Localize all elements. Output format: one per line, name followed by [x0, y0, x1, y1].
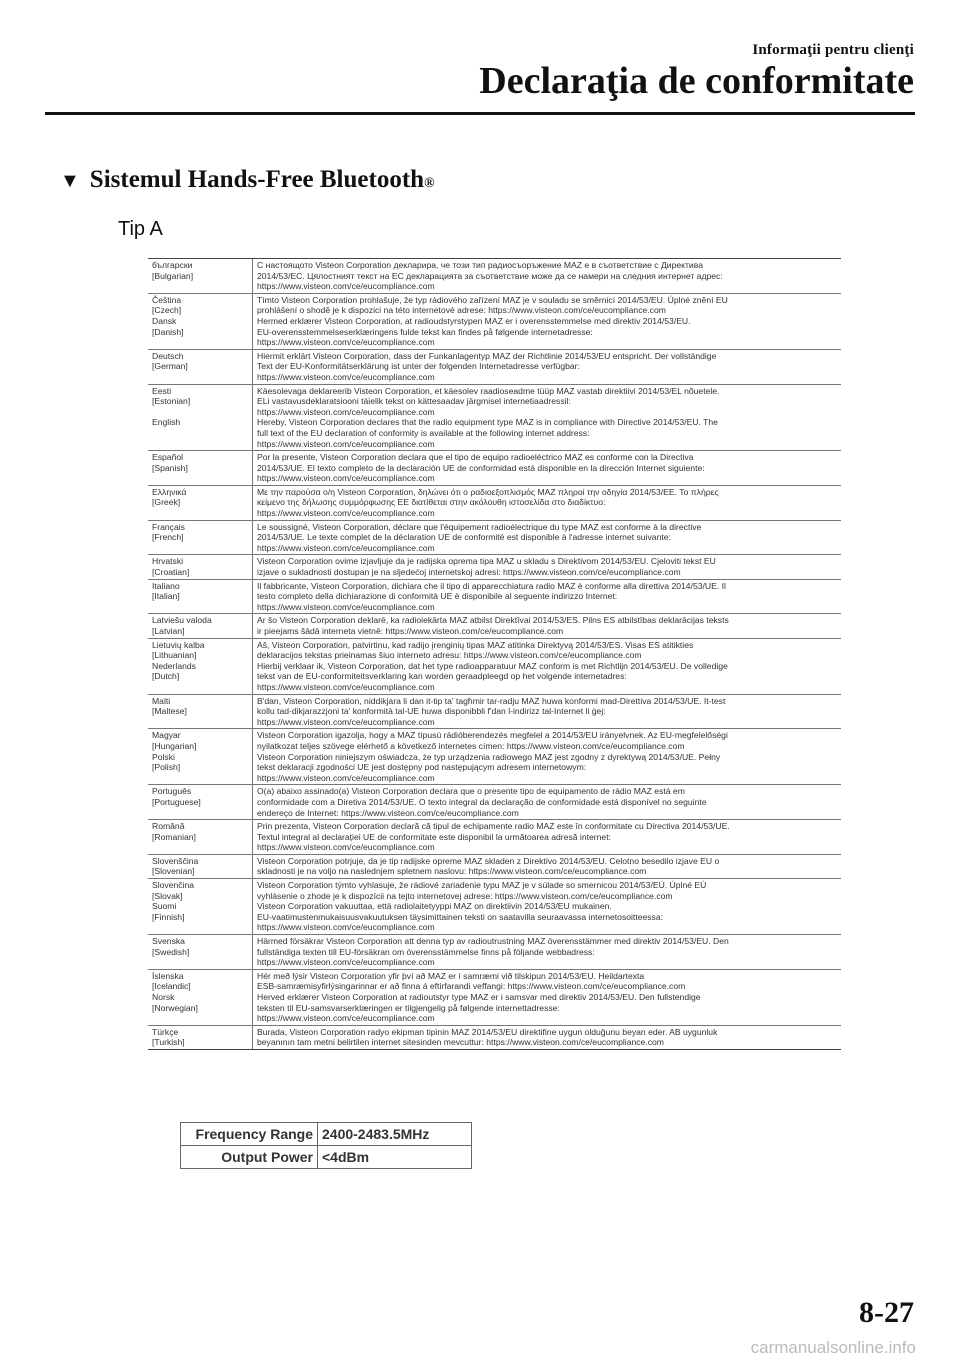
declaration-line: Por la presente, Visteon Corporation declara que el tipo de equipo radioeléctrico MAZ es conforme con la Directiva [257, 452, 694, 463]
declaration-line: Visteon Corporation vakuuttaa, että radiolaitetyyppi MAZ on direktiivin 2014/53/EU mukainen. [257, 901, 612, 912]
declaration-line: Käesolevaga deklareerib Visteon Corporation, et käesolev raadioseadme tüüp MAZ vastab direktiivi 2014/53/EL nõuetele. [257, 385, 720, 396]
declaration-line: https://www.visteon.com/ce/eucompliance.com [257, 922, 435, 933]
declaration-row [148, 638, 841, 694]
spec-row [181, 1123, 472, 1146]
declaration-line: ir pieejams šādā interneta vietnē: https://www.visteon.com/ce/eucompliance.com [257, 626, 564, 636]
spec-label: Output Power [181, 1146, 318, 1169]
declaration-line: https://www.visteon.com/ce/eucompliance.com [257, 601, 435, 612]
declaration-row [148, 934, 841, 969]
language-label: Español [152, 452, 184, 463]
language-cell [148, 935, 253, 969]
declaration-text-cell [253, 695, 841, 729]
declaration-text-cell [253, 970, 841, 1025]
language-label: [Turkish] [152, 1037, 185, 1048]
declaration-line: EU-vaatimustenmukaisuusvakuutuksen täysimittainen teksti on saatavilla seuraavassa internetosoitteessa: [257, 911, 664, 922]
language-cell [148, 486, 253, 520]
declaration-line: https://www.visteon.com/ce/eucompliance.com [257, 508, 435, 519]
language-label: [Spanish] [152, 462, 188, 473]
declaration-text-cell [253, 855, 841, 878]
declaration-line: Ar šo Visteon Corporation deklarē, ka radioiekārta MAZ atbilst Direktīvai 2014/53/ES. Pilns ES atbilstības deklarācijas teksts [257, 615, 729, 626]
language-cell [148, 451, 253, 485]
declaration-text-cell [253, 614, 841, 637]
language-label: Suomi [152, 901, 177, 912]
declaration-text-cell [253, 580, 841, 614]
language-label: Íslenska [152, 970, 184, 981]
declaration-text-cell [253, 521, 841, 555]
language-cell [148, 879, 253, 934]
declaration-line: 2014/53/UE. Le texte complet de la déclaration UE de conformité est disponible à l'adresse internet suivante: [257, 532, 671, 543]
language-label: Français [152, 521, 185, 532]
declaration-row [148, 520, 841, 555]
language-label: Türkçe [152, 1026, 179, 1037]
language-cell [148, 294, 253, 349]
declaration-row [148, 819, 841, 854]
declaration-line: endereço de Internet: https://www.visteon.com/ce/eucompliance.com [257, 807, 519, 818]
declaration-line: conformidade com a Diretiva 2014/53/UE. O texto integral da declaração de conformidade está disponível no seguinte [257, 796, 707, 807]
spec-value: 2400-2483.5MHz [318, 1123, 472, 1146]
header-subtitle: Informaţii pentru clienţi [752, 42, 914, 58]
language-label: [Hungarian] [152, 740, 197, 751]
watermark: carmanualsonline.info [750, 1338, 916, 1357]
language-label: [Lithuanian] [152, 650, 197, 661]
language-label: Slovenščina [152, 855, 199, 866]
declaration-line: kollu tad-dikjarazzjoni ta' konformità tal-UE huwa disponibbli f'dan l-indirizz tal-Internet li ġej: [257, 706, 606, 717]
declaration-row [148, 450, 841, 485]
declaration-line: κείμενο της δήλωσης συμμόρφωσης ΕΕ διατίθεται στην ακόλουθη ιστοσελίδα στο διαδίκτυο: [257, 497, 606, 508]
declaration-line: Hereby, Visteon Corporation declares that the radio equipment type MAZ is in compliance with Directive 2014/53/EU. The [257, 417, 718, 428]
declaration-row [148, 384, 841, 451]
declaration-text-cell [253, 785, 841, 819]
declaration-line: Με την παρούσα ο/η Visteon Corporation, δηλώνει ότι ο ραδιοεξοπλισμός MAZ πληροί την οδηγία 2014/53/ΕΕ. Το πλήρες [257, 486, 719, 497]
language-cell [148, 1026, 253, 1049]
declaration-text-cell [253, 259, 841, 293]
declaration-line: https://www.visteon.com/ce/eucompliance.com [257, 371, 435, 382]
declaration-text-cell [253, 820, 841, 854]
language-label: Deutsch [152, 350, 184, 361]
declaration-line: https://www.visteon.com/ce/eucompliance.com [257, 716, 435, 727]
language-label: [Bulgarian] [152, 270, 194, 281]
declaration-line: Hierbij verklaar ik, Visteon Corporation, dat het type radioapparatuur MAZ conform is met Richtlijn 2014/53/EU. De volledige [257, 660, 728, 671]
header-rule [45, 112, 915, 115]
declaration-row [148, 579, 841, 614]
declaration-text-cell [253, 935, 841, 969]
declaration-row [148, 554, 841, 578]
language-label: [Icelandic] [152, 981, 191, 992]
language-label: [Danish] [152, 326, 184, 337]
page-title: Declaraţia de conformitate [479, 60, 914, 102]
language-label: Nederlands [152, 660, 196, 671]
declaration-line: B'dan, Visteon Corporation, niddikjara li dan it-tip ta' tagħmir tar-radju MAZ huwa konformi mad-Direttiva 2014/53/UE. It-test [257, 695, 726, 706]
language-label: Malti [152, 695, 171, 706]
declaration-text-cell [253, 729, 841, 784]
language-cell [148, 695, 253, 729]
language-cell [148, 521, 253, 555]
language-label: [Maltese] [152, 706, 187, 717]
declaration-line: https://www.visteon.com/ce/eucompliance.com [257, 842, 435, 853]
declaration-line: https://www.visteon.com/ce/eucompliance.com [257, 473, 435, 484]
language-cell [148, 259, 253, 293]
language-label: [Romanian] [152, 831, 196, 842]
declaration-row [148, 349, 841, 384]
declaration-line: Visteon Corporation potrjuje, da je tip radijske opreme MAZ skladen z Direktivo 2014/53/EU. Celotno besedilo izjave EU o [257, 855, 720, 866]
declaration-line: Härmed försäkrar Visteon Corporation att denna typ av radioutrustning MAZ överensstämmer med direktiv 2014/53/EU. Den [257, 936, 729, 947]
declaration-line: https://www.visteon.com/ce/eucompliance.com [257, 542, 435, 553]
declaration-row [148, 878, 841, 934]
language-label: Polski [152, 751, 175, 762]
section-title: Sistemul Hands-Free Bluetooth [89, 166, 425, 193]
language-label: [Portuguese] [152, 796, 201, 807]
declaration-line: EU-overensstemmelseserklæringens fulde tekst kan findes på følgende internetadresse: [257, 326, 593, 337]
language-label: Čeština [152, 294, 182, 305]
declaration-line: Text der EU-Konformitätserklärung ist unter der folgenden Internetadresse verfügbar: [257, 361, 580, 372]
declaration-row [148, 485, 841, 520]
language-cell [148, 820, 253, 854]
declaration-text-cell [253, 294, 841, 349]
declaration-line: fullständiga texten till EU-försäkran om överensstämmelse finns på följande webbadress: [257, 946, 595, 957]
declaration-line: https://www.visteon.com/ce/eucompliance.com [257, 438, 435, 449]
declaration-table [148, 258, 841, 1050]
declaration-text-cell [253, 486, 841, 520]
language-label: [Latvian] [152, 626, 185, 636]
declaration-line: 2014/53/UE. El texto completo de la declaración UE de conformidad está disponible en la dirección Internet siguiente: [257, 462, 705, 473]
language-label: [German] [152, 361, 188, 372]
language-label: Svenska [152, 936, 185, 947]
language-label: [Norwegian] [152, 1002, 198, 1013]
declaration-line: Visteon Corporation týmto vyhlasuje, že rádiové zariadenie typu MAZ je v súlade so smernicou 2014/53/EÚ. Úplné EÚ [257, 880, 707, 891]
declaration-line: tekst van de EU-conformiteitsverklaring kan worden geraadpleegd op het volgende internetadres: [257, 671, 627, 682]
language-label: Română [152, 821, 185, 832]
declaration-line: Herved erklærer Visteon Corporation at radioutstyr type MAZ er i samsvar med direktiv 2014/53/EU. Den fullstendige [257, 992, 701, 1002]
declaration-line: Le soussigné, Visteon Corporation, déclare que l'équipement radioélectrique du type MAZ est conforme à la directive [257, 521, 702, 532]
declaration-text-cell [253, 451, 841, 485]
language-cell [148, 385, 253, 451]
language-label: [Italian] [152, 591, 180, 602]
language-label: [Croatian] [152, 567, 190, 578]
declaration-line: nyilatkozat teljes szövege elérhető a következő internetes címen: https://www.visteon.com/ce/eucompliance.com [257, 740, 685, 751]
declaration-line: deklaracijos tekstas prieinamas šiuo interneto adresu: https://www.visteon.com/ce/eucompliance.com [257, 650, 642, 661]
declaration-text-cell [253, 639, 841, 694]
declaration-line: Visteon Corporation ovime izjavljuje da je radijska oprema tipa MAZ u skladu s Direktivom 2014/53/EU. Cjeloviti tekst EU [257, 556, 716, 567]
declaration-line: vyhlásenie o zhode je k dispozícii na tejto internetovej adrese: https://www.visteon.com/ce/eucompliance.com [257, 890, 673, 901]
language-cell [148, 350, 253, 384]
language-label: [Finnish] [152, 911, 185, 922]
language-cell [148, 580, 253, 614]
declaration-text-cell [253, 1026, 841, 1049]
declaration-line: ESB-samræmisyfirlýsingarinnar er að finna á eftirfarandi veffangi: https://www.visteon.com/ce/eucompliance.com [257, 981, 686, 992]
declaration-row [148, 259, 841, 293]
spec-label: Frequency Range [181, 1123, 318, 1146]
language-label: Hrvatski [152, 556, 184, 567]
language-label: [Dutch] [152, 671, 180, 682]
language-label: Slovenčina [152, 880, 195, 891]
declaration-line: tekst deklaracji zgodności UE jest dostępny pod następującym adresem internetowym: [257, 762, 587, 773]
language-label: [Swedish] [152, 946, 190, 957]
language-cell [148, 785, 253, 819]
declaration-line: skladnosti je na voljo na naslednjem spletnem naslovu: https://www.visteon.com/ce/eucompliance.com [257, 866, 647, 877]
language-label: English [152, 417, 181, 428]
declaration-line: testo completo della dichiarazione di conformità UE è disponibile al seguente indirizzo Internet: [257, 591, 618, 602]
declaration-row [148, 694, 841, 729]
declaration-line: full text of the EU declaration of conformity is available at the following internet address: [257, 427, 590, 438]
declaration-line: Tímto Visteon Corporation prohlašuje, že typ rádiového zařízení MAZ je v souladu se směrnicí 2014/53/EU. Úplné znění EU [257, 294, 728, 305]
language-label: Magyar [152, 730, 181, 741]
declaration-line: https://www.visteon.com/ce/eucompliance.com [257, 1013, 435, 1024]
language-label [152, 407, 248, 418]
declaration-line: izjave o sukladnosti dostupan je na sljedećoj internetskoj adresi: https://www.visteon.com/ce/eucompliance.com [257, 567, 681, 578]
page-number: 8-27 [859, 1296, 914, 1329]
declaration-line: https://www.visteon.com/ce/eucompliance.com [257, 681, 435, 692]
registered-mark: ® [424, 176, 435, 191]
declaration-text-cell [253, 555, 841, 578]
declaration-line: Hér með lýsir Visteon Corporation yfir því að MAZ er í samræmi við tilskipun 2014/53/EU. Heildartexta [257, 970, 645, 981]
subheading-type-a: Tip A [118, 218, 163, 240]
language-label: Eesti [152, 385, 172, 396]
declaration-line: teksten til EU-samsvarserklæringen er tilgjengelig på følgende internettadresse: [257, 1002, 560, 1013]
declaration-text-cell [253, 879, 841, 934]
declaration-line: Il fabbricante, Visteon Corporation, dichiara che il tipo di apparecchiatura radio MAZ è conforme alla direttiva 2014/53/UE. Il [257, 580, 726, 591]
declaration-row [148, 293, 841, 349]
language-cell [148, 614, 253, 637]
language-label: Ελληνικά [152, 486, 187, 497]
declaration-row [148, 728, 841, 784]
declaration-row [148, 613, 841, 637]
language-label: Italiano [152, 580, 180, 591]
language-label: Latviešu valoda [152, 615, 212, 626]
declaration-line: https://www.visteon.com/ce/eucompliance.com [257, 406, 435, 417]
language-label: български [152, 260, 193, 270]
language-cell [148, 729, 253, 784]
declaration-row [148, 1025, 841, 1049]
language-label: [Greek] [152, 497, 181, 508]
declaration-line: https://www.visteon.com/ce/eucompliance.com [257, 957, 435, 968]
spec-value: <4dBm [318, 1146, 472, 1169]
declaration-line: beyanının tam metni belirtilen internet sitesinden mevcuttur: https://www.visteon.com/ce/eucompliance.com [257, 1037, 664, 1048]
declaration-text-cell [253, 385, 841, 451]
declaration-row [148, 784, 841, 819]
language-label: Norsk [152, 992, 175, 1002]
declaration-line: https://www.visteon.com/ce/eucompliance.com [257, 337, 435, 348]
declaration-line: Aš, Visteon Corporation, patvirtinu, kad radijo įrenginių tipas MAZ atitinka Direktyvą 2014/53/ES. Visas ES atitikties [257, 639, 694, 650]
declaration-row [148, 854, 841, 878]
declaration-line: https://www.visteon.com/ce/eucompliance.com [257, 772, 435, 783]
declaration-line: Textul integral al declarației UE de conformitate este disponibil la următoarea adresă internet: [257, 831, 611, 842]
declaration-line: prohlášení o shodě je k dispozici na této internetové adrese: https://www.visteon.com/ce/eucompliance.com [257, 305, 666, 316]
declaration-line: Visteon Corporation niniejszym oświadcza, że typ urządzenia radiowego MAZ jest zgodny z dyrektywą 2014/53/UE. Pełny [257, 751, 721, 762]
language-cell [148, 555, 253, 578]
declaration-text-cell [253, 350, 841, 384]
declaration-line: 2014/53/ЕС. Цялостният текст на ЕС декларацията за съответствие може да се намери на следния интернет адрес: [257, 270, 723, 281]
language-label: [Slovenian] [152, 866, 195, 877]
declaration-line: https://www.visteon.com/ce/eucompliance.com [257, 281, 435, 292]
declaration-line: Burada, Visteon Corporation radyo ekipman tipinin MAZ 2014/53/EU direktifine uygun olduğunu beyan eder. AB uygunluk [257, 1026, 718, 1037]
language-label: [French] [152, 532, 184, 543]
declaration-line: Hermed erklærer Visteon Corporation, at radioudstyrstypen MAZ er i overensstemmelse med direktiv 2014/53/EU. [257, 315, 691, 326]
declaration-line: Prin prezenta, Visteon Corporation declară că tipul de echipamente radio MAZ este în conformitate cu Directiva 2014/53/UE. [257, 821, 730, 832]
declaration-line: С настоящото Visteon Corporation декларира, че този тип радиосъоръжение MAZ е в съответствие с Директива [257, 260, 703, 270]
language-label: Português [152, 786, 192, 797]
declaration-line: Hiermit erklärt Visteon Corporation, dass der Funkanlagentyp MAZ der Richtlinie 2014/53/EU entspricht. Der vollständige [257, 350, 717, 361]
language-label: [Slovak] [152, 890, 183, 901]
language-label: [Czech] [152, 305, 182, 316]
language-cell [148, 639, 253, 694]
declaration-line: O(a) abaixo assinado(a) Visteon Corporation declara que o presente tipo de equipamento de rádio MAZ está em [257, 786, 685, 797]
language-cell [148, 970, 253, 1025]
spec-table [180, 1122, 472, 1169]
spec-row [181, 1146, 472, 1169]
triangle-marker-icon: ▼ [60, 170, 80, 192]
language-label: [Estonian] [152, 396, 191, 407]
language-label: [Polish] [152, 762, 181, 773]
declaration-row [148, 969, 841, 1025]
language-cell [148, 855, 253, 878]
declaration-line: Visteon Corporation igazolja, hogy a MAZ típusú rádióberendezés megfelel a 2014/53/EU irányelvnek. Az EU-megfelelőségi [257, 730, 728, 741]
declaration-line: ELi vastavusdeklaratsiooni täielik tekst on kättesaadav järgmisel internetiaadressil: [257, 396, 571, 407]
language-label: Lietuvių kalba [152, 639, 205, 650]
section-heading [60, 166, 435, 194]
language-label: Dansk [152, 315, 177, 326]
